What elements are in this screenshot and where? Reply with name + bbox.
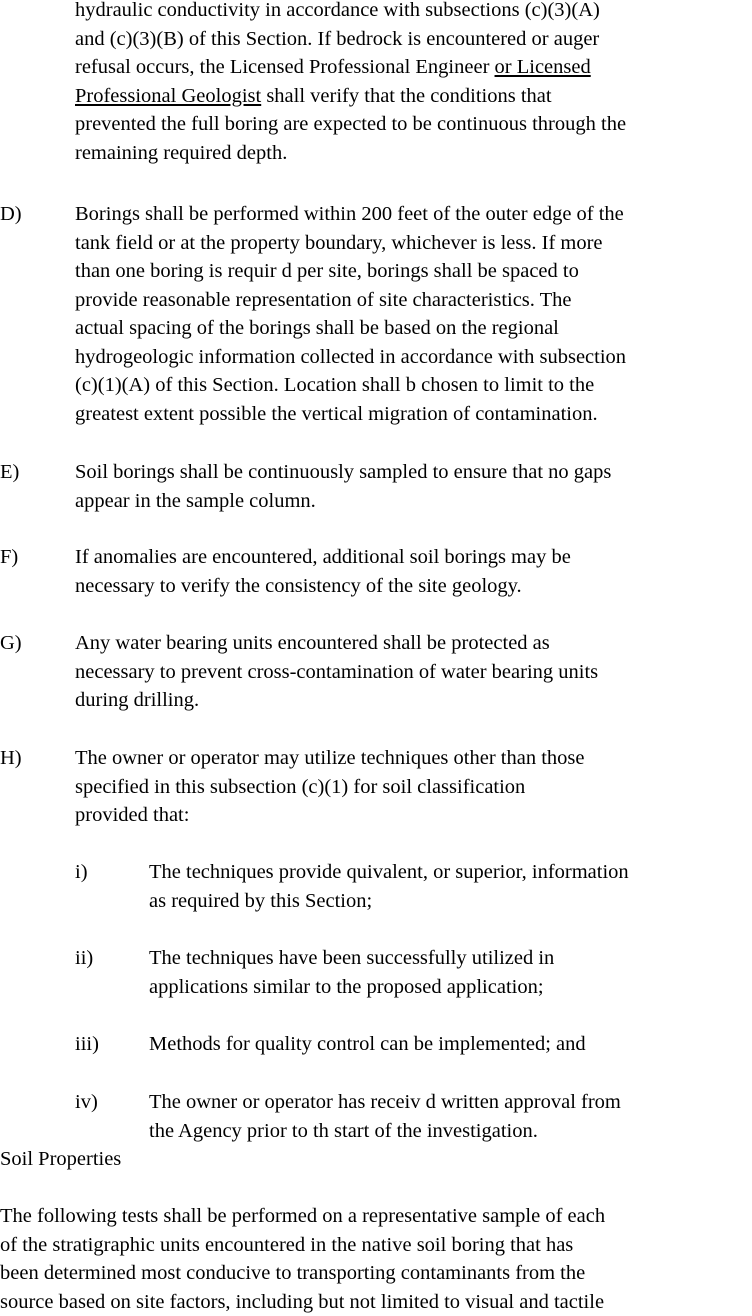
text-line: The owner or operator has receiv d written approval from <box>149 1091 621 1113</box>
text-line: necessary to verify the consistency of the site geology. <box>75 574 522 597</box>
subitem-marker: ii) <box>75 947 94 969</box>
text-line: greatest extent possible the vertical migration of contamination. <box>75 402 598 425</box>
subitem-iii-paragraph <box>149 1030 586 1059</box>
item-h-paragraph <box>75 744 584 830</box>
text-line: during drilling. <box>75 689 200 711</box>
text-line: The techniques provide quivalent, or superior, information <box>149 861 629 883</box>
section-heading: Soil Properties <box>0 1148 122 1170</box>
text-line: The owner or operator may utilize techniques other than those <box>75 747 585 769</box>
final-paragraph <box>0 1202 605 1316</box>
text-line: of the stratigraphic units encountered in the native soil boring that has <box>0 1233 574 1256</box>
text-line: than one boring is requir d per site, borings shall be spaced to <box>75 260 579 282</box>
subitem-marker: iii) <box>75 1033 99 1055</box>
text-line: tank field or at the property boundary, whichever is less. If more <box>75 231 603 254</box>
continuation-paragraph <box>75 0 626 167</box>
underlined-insertion: Professional Geologist <box>75 84 262 107</box>
text-line <box>75 82 626 111</box>
text-line <box>75 53 626 82</box>
item-f-paragraph <box>75 543 571 600</box>
item-marker: F) <box>0 546 19 568</box>
text-run: refusal occurs, the Licensed Professional Engineer <box>75 56 495 78</box>
text-line: source based on site factors, including but not limited to visual and tactile <box>0 1290 605 1313</box>
subitem-ii-paragraph <box>149 944 554 1001</box>
text-line: been determined most conducive to transporting contaminants from the <box>0 1262 586 1284</box>
text-line: provide reasonable representation of site characteristics. The <box>75 288 572 311</box>
text-line: The following tests shall be performed on a representative sample of each <box>0 1205 606 1227</box>
subitem-marker: iv) <box>75 1091 98 1113</box>
text-line: Soil borings shall be continuously sampled to ensure that no gaps <box>75 461 612 483</box>
text-line: Any water bearing units encountered shall be protected as <box>75 632 550 654</box>
item-d-paragraph <box>75 200 626 428</box>
item-marker: D) <box>0 203 22 225</box>
item-marker: E) <box>0 461 20 483</box>
text-line: actual spacing of the borings shall be based on the regional <box>75 317 559 339</box>
item-marker: H) <box>0 747 22 769</box>
text-line: the Agency prior to th start of the investigation. <box>149 1119 538 1142</box>
text-line: (c)(1)(A) of this Section. Location shall b chosen to limit to the <box>75 374 595 396</box>
subitem-marker: i) <box>75 861 88 883</box>
text-line: appear in the sample column. <box>75 489 316 512</box>
text-line: hydrogeologic information collected in accordance with subsection <box>75 345 627 368</box>
text-line: prevented the full boring are expected to be continuous through the <box>75 113 627 135</box>
text-line: remaining required depth. <box>75 141 288 164</box>
text-line: If anomalies are encountered, additional soil borings may be <box>75 546 571 568</box>
text-line: Methods for quality control can be implemented; and <box>149 1033 586 1055</box>
text-line: Borings shall be performed within 200 feet of the outer edge of the <box>75 203 624 225</box>
text-line: applications similar to the proposed application; <box>149 975 544 998</box>
text-line: specified in this subsection (c)(1) for soil classification <box>75 775 526 798</box>
underlined-insertion: or Licensed <box>494 56 591 78</box>
text-line: as required by this Section; <box>149 889 373 912</box>
item-e-paragraph <box>75 458 611 515</box>
subitem-iv-paragraph <box>149 1088 621 1145</box>
text-line: hydraulic conductivity in accordance with subsections (c)(3)(A) <box>75 0 600 21</box>
item-marker: G) <box>0 632 22 654</box>
subitem-i-paragraph <box>149 858 629 915</box>
text-line: The techniques have been successfully utilized in <box>149 947 555 969</box>
item-g-paragraph <box>75 629 598 715</box>
text-line: necessary to prevent cross-contamination of water bearing units <box>75 660 599 683</box>
text-line: provided that: <box>75 804 190 826</box>
text-run: shall verify that the conditions that <box>261 84 552 107</box>
text-line: and (c)(3)(B) of this Section. If bedrock is encountered or auger <box>75 27 600 50</box>
